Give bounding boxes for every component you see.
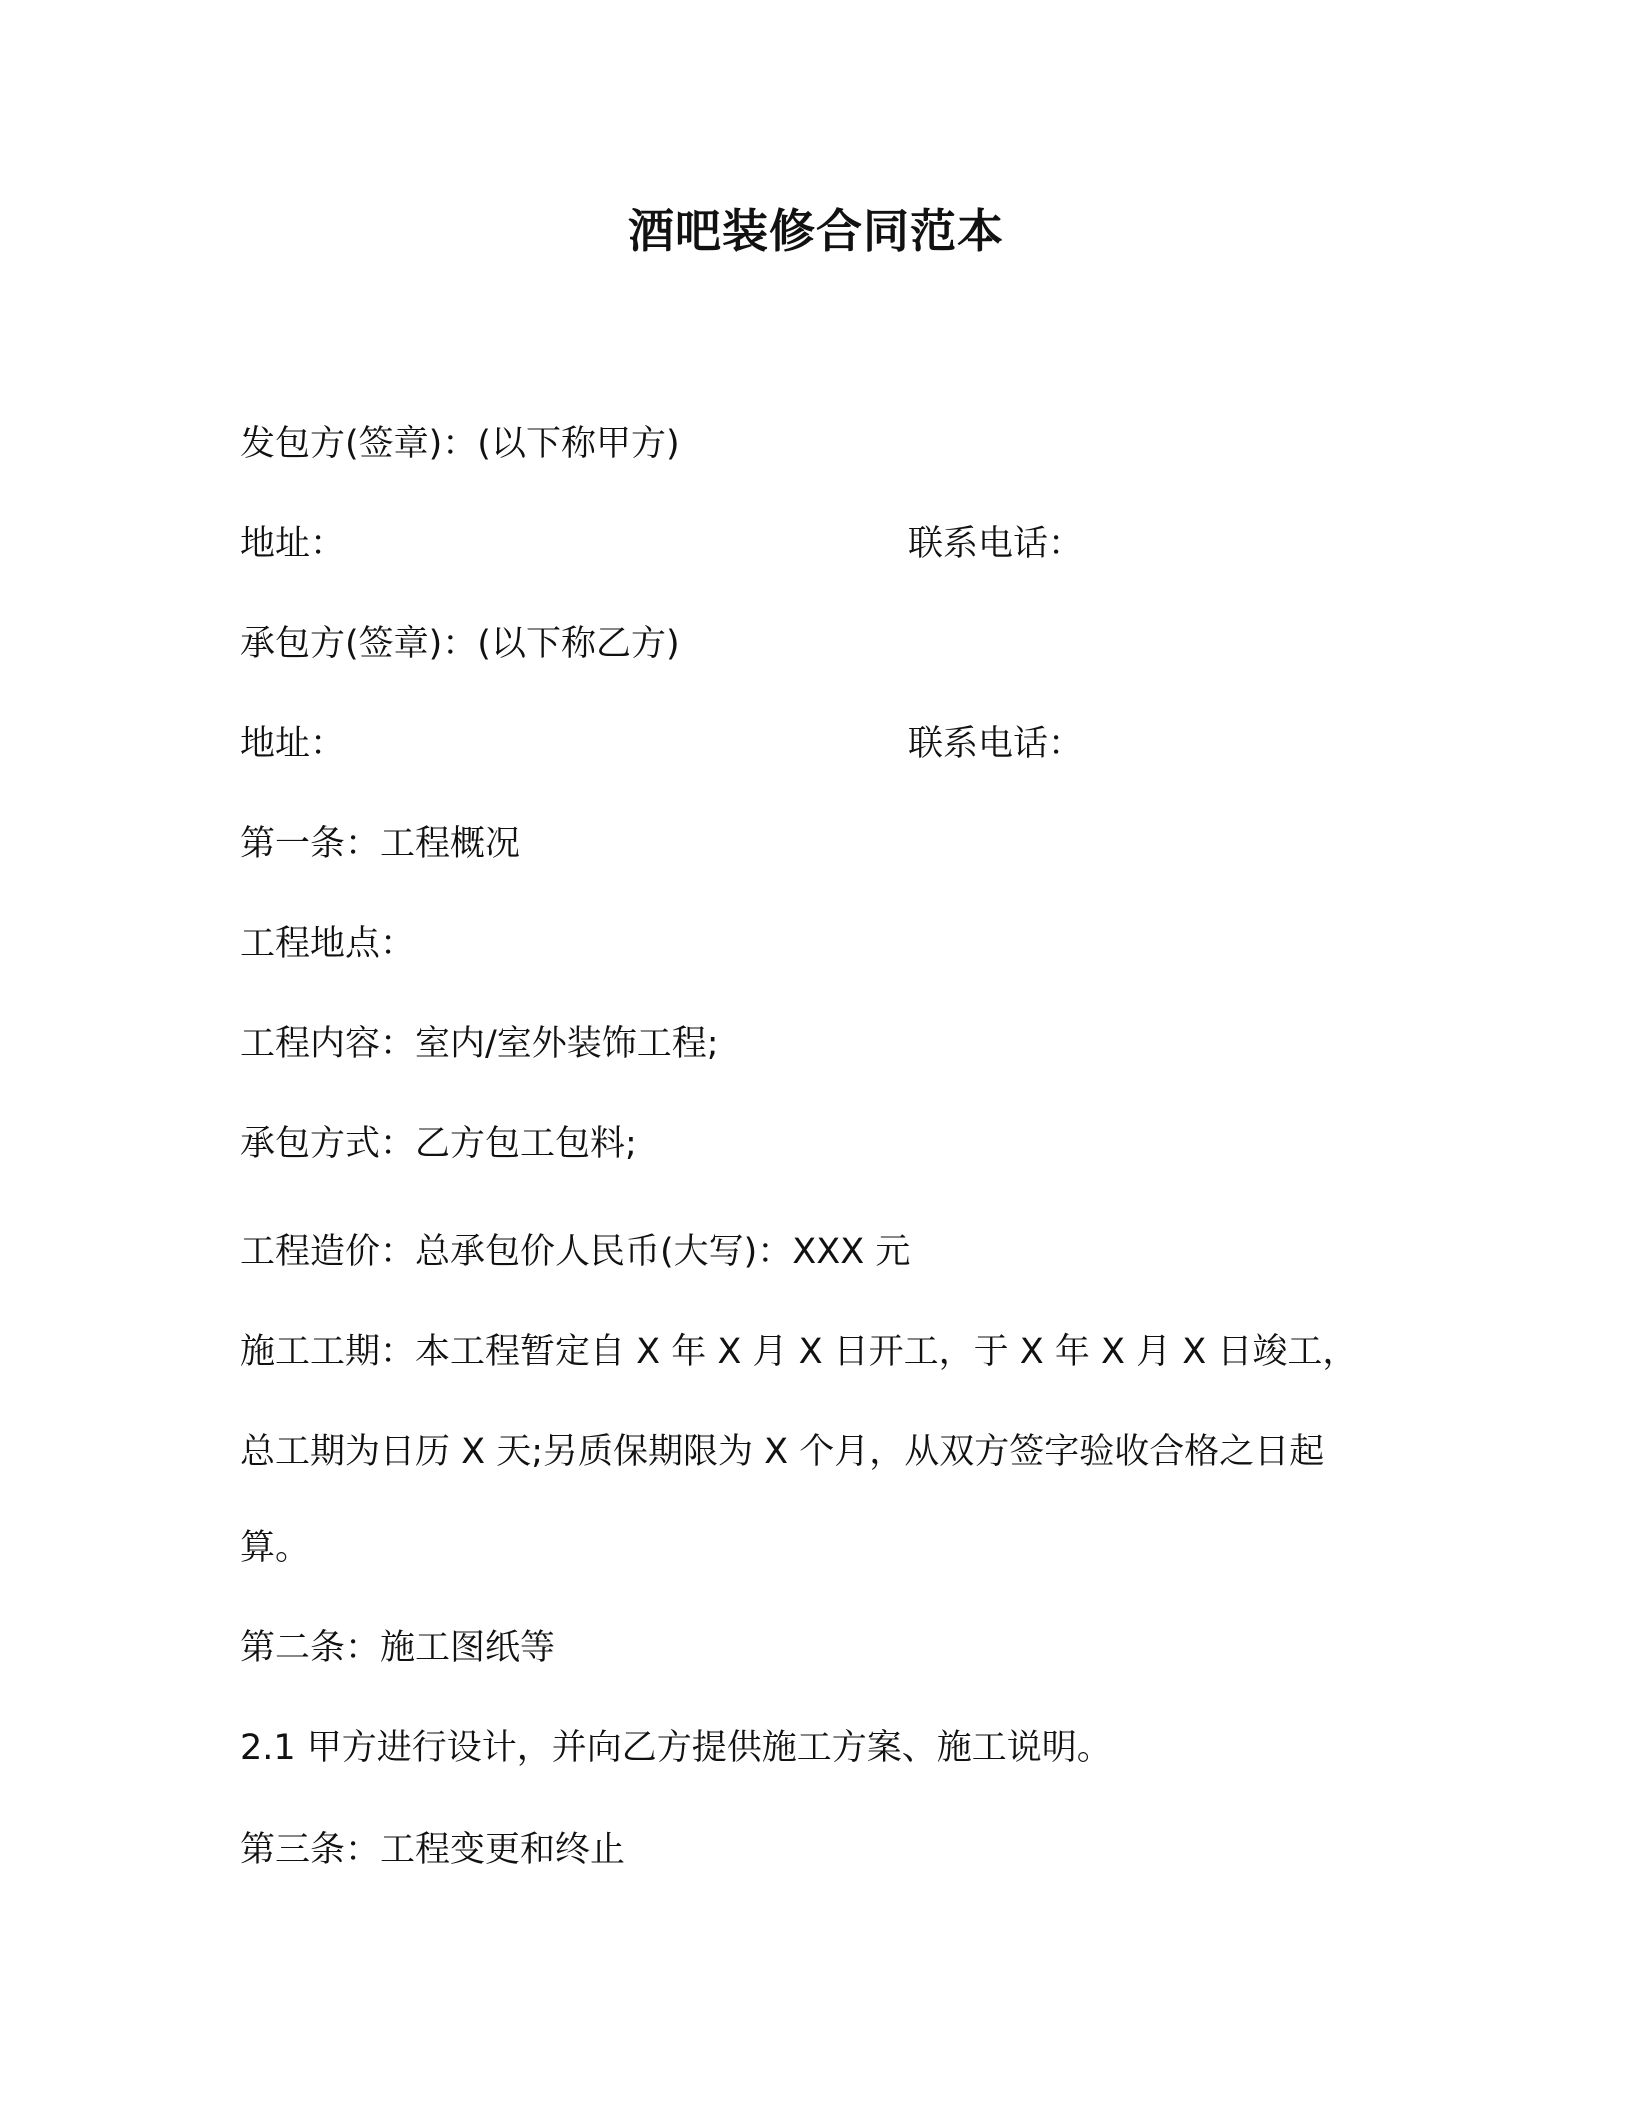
party-b-label: 承包方(签章)：(以下称乙方) [240,624,680,664]
project-cost: 工程造价：总承包价人民币(大写)：XXX 元 [240,1232,911,1272]
construction-period-line-1: 施工工期：本工程暂定自 X 年 X 月 X 日开工，于 X 年 X 月 X 日竣工， [240,1332,1358,1372]
article-1-heading: 第一条：工程概况 [240,824,521,864]
party-a-phone-label: 联系电话： [908,524,1084,564]
party-b-phone-label: 联系电话： [908,724,1084,764]
party-a-address-label: 地址： [240,524,346,564]
article-2-item-2-1: 2.1 甲方进行设计，并向乙方提供施工方案、施工说明。 [240,1728,1112,1768]
project-location: 工程地点： [240,924,416,964]
article-3-heading: 第三条：工程变更和终止 [240,1830,626,1870]
contract-method: 承包方式：乙方包工包料; [240,1124,637,1164]
construction-period-line-2: 总工期为日历 X 天;另质保期限为 X 个月，从双方签字验收合格之日起 [240,1432,1325,1472]
party-b-address-label: 地址： [240,724,346,764]
party-a-label: 发包方(签章)：(以下称甲方) [240,424,680,464]
document-title: 酒吧装修合同范本 [628,204,1004,258]
article-2-heading: 第二条：施工图纸等 [240,1628,556,1668]
construction-period-line-3: 算。 [240,1528,311,1568]
project-content: 工程内容：室内/室外装饰工程; [240,1024,719,1064]
